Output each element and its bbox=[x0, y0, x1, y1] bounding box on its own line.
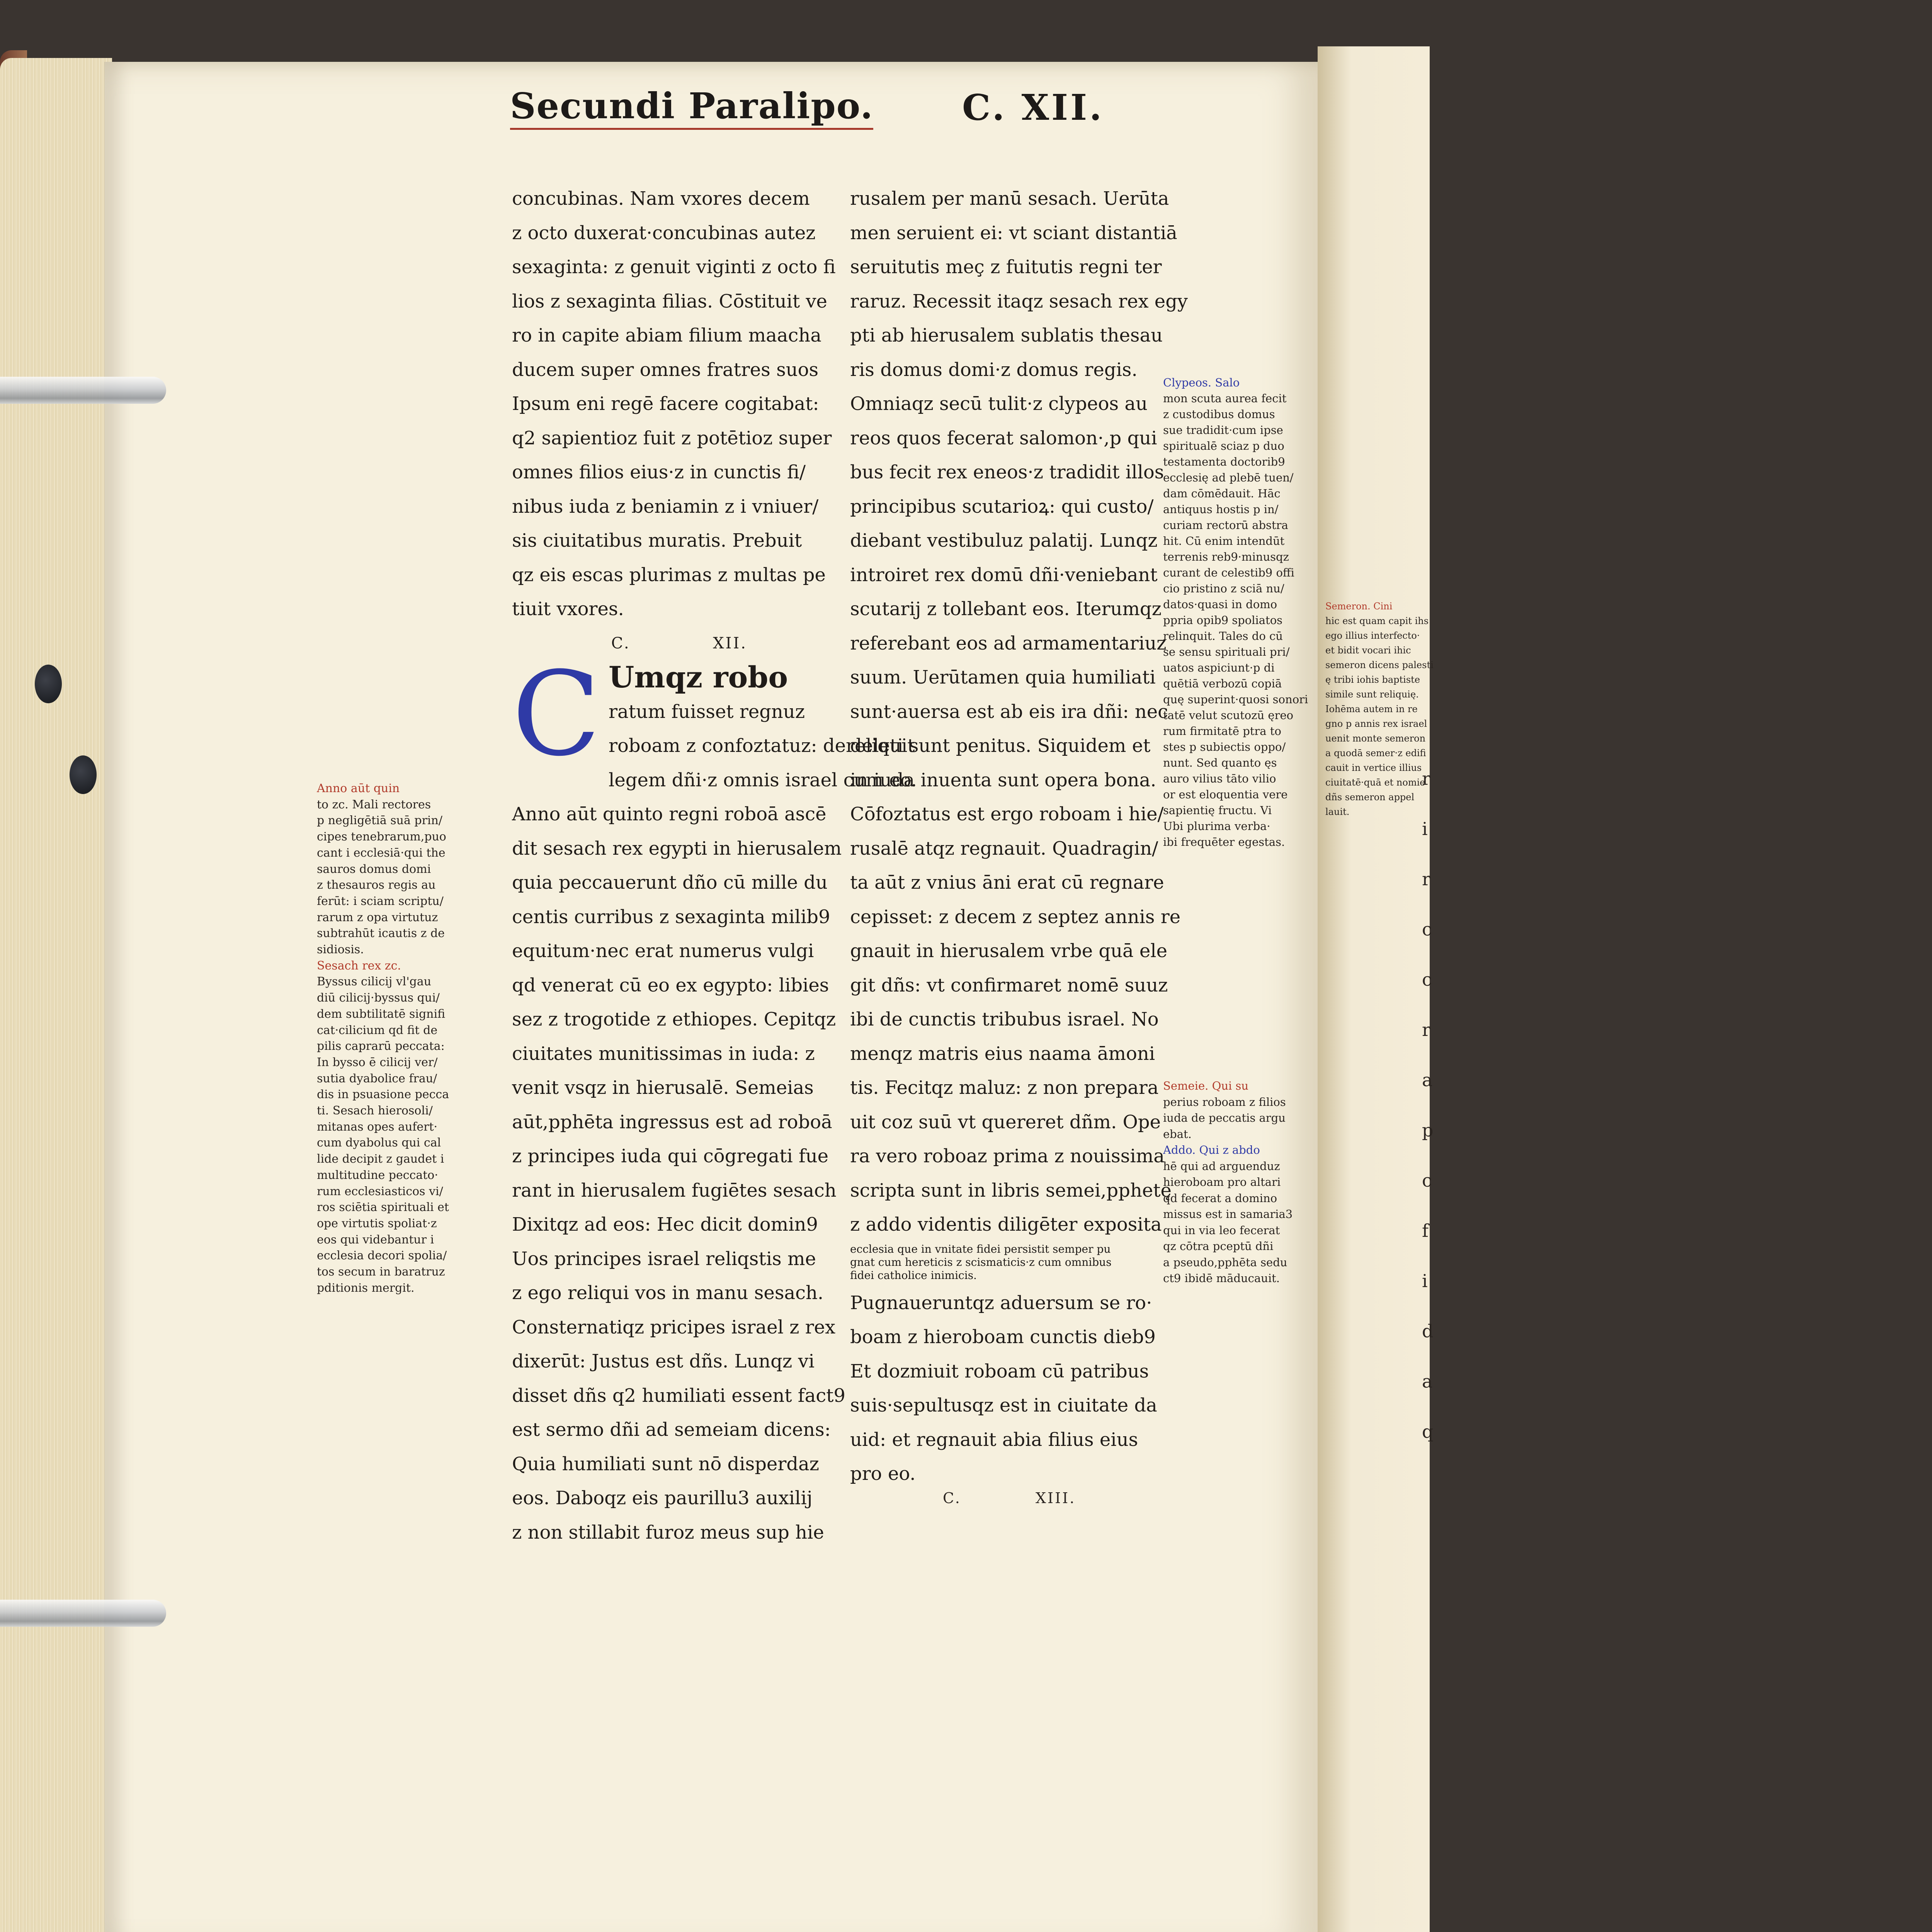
facing-page-gloss bbox=[1325, 599, 1434, 819]
text-line: principibus scutarioꝝ: qui custo/ bbox=[850, 495, 1154, 517]
gloss-lemma: Sesach rex zc. bbox=[317, 959, 401, 973]
gloss-line: semeron dicens palesti bbox=[1325, 660, 1434, 670]
gloss-line: rarum z opa virtutuz bbox=[317, 910, 438, 924]
gloss-line: cauit in vertice illius bbox=[1325, 762, 1422, 773]
gloss-line: perius roboam z filios bbox=[1163, 1095, 1286, 1109]
gloss-line: cipes tenebrarum,puo bbox=[317, 830, 446, 844]
gloss-line: terrenis reb9·minusqz bbox=[1163, 550, 1289, 563]
gloss-line: nunt. Sed quanto ęs bbox=[1163, 756, 1277, 769]
gloss-line: diū cilicij·byssus qui/ bbox=[317, 991, 440, 1005]
cut-letter: q bbox=[1422, 1421, 1434, 1442]
gloss-line: hē qui ad arguenduz bbox=[1163, 1159, 1280, 1173]
gloss-lemma: Semeie. Qui su bbox=[1163, 1079, 1249, 1092]
gloss-line: quētiā verbozū copiā bbox=[1163, 677, 1282, 690]
gloss-line: ope virtutis spoliat·z bbox=[317, 1216, 437, 1230]
chapter-number: C. XII. bbox=[962, 87, 1104, 128]
text-line: Anno aūt quinto regni roboā ascē bbox=[512, 803, 827, 825]
cut-letter: d bbox=[1422, 1321, 1434, 1342]
text-line: ibi de cunctis tribubus israel. No bbox=[850, 1009, 1159, 1030]
binding-pin-top bbox=[35, 665, 62, 703]
cut-letter: c bbox=[1422, 1170, 1432, 1191]
text-line: seruitutis meç z fuitutis regni ter bbox=[850, 256, 1162, 278]
text-line: suis·sepultusqz est in ciuitate da bbox=[850, 1395, 1157, 1416]
gloss-line: qz cōtra pceptū dñi bbox=[1163, 1240, 1274, 1253]
text-line: eos. Daboqz eis paurillu3 auxilij bbox=[512, 1487, 813, 1509]
text-line: bus fecit rex eneos·z tradidit illos bbox=[850, 461, 1164, 483]
text-line: rusalē atqz regnauit. Quadragin/ bbox=[850, 837, 1158, 859]
text-line: sis ciuitatibus muratis. Prebuit bbox=[512, 530, 802, 551]
gloss-line: Byssus cilicij vl'gau bbox=[317, 975, 432, 989]
page-block-edge bbox=[0, 58, 112, 1932]
gloss-line: datos·quasi in domo bbox=[1163, 598, 1277, 611]
gloss-line: p negligētiā suā prin/ bbox=[317, 814, 442, 828]
cut-letter: p bbox=[1422, 1120, 1434, 1141]
cut-letter: c bbox=[1422, 919, 1432, 940]
text-line: Et dozmiuit roboam cū patribus bbox=[850, 1360, 1149, 1382]
text-line: uit coz suū vt quereret dñm. Ope bbox=[850, 1111, 1161, 1133]
decorated-initial: C bbox=[512, 647, 601, 782]
gloss-line: a quodā semer·z edifi bbox=[1325, 748, 1426, 759]
gloss-line: se sensu spirituali pri/ bbox=[1163, 645, 1290, 658]
incipit-line: Umqz robo bbox=[609, 660, 788, 694]
text-line: nibus iuda z beniamin z i vniuer/ bbox=[512, 495, 819, 517]
gloss-line: sapientię fructu. Vi bbox=[1163, 804, 1272, 817]
gloss-line: ego illius interfecto· bbox=[1325, 630, 1420, 641]
text-line: tis. Fecitqz maluz: z non prepara bbox=[850, 1077, 1159, 1099]
text-line: in iuda inuenta sunt opera bona. bbox=[850, 769, 1156, 791]
text-line: est sermo dñi ad semeiam dicens: bbox=[512, 1419, 831, 1440]
gloss-line: curiam rectorū abstra bbox=[1163, 519, 1288, 532]
text-line: qz eis escas plurimas z multas pe bbox=[512, 564, 826, 586]
cut-letter: i bbox=[1422, 1270, 1428, 1291]
gloss-line: ct9 ibidē māducauit. bbox=[1163, 1272, 1280, 1285]
gloss-line: cat·cilicium qd fit de bbox=[317, 1023, 438, 1037]
text-line: introiret rex domū dñi·veniebant bbox=[850, 564, 1158, 586]
text-line: venit vsqz in hierusalē. Semeias bbox=[512, 1077, 814, 1099]
text-line: z ego reliqui vos in manu sesach. bbox=[512, 1282, 824, 1304]
text-line: z principes iuda qui cōgregati fue bbox=[512, 1145, 829, 1167]
text-line: ducem super omnes fratres suos bbox=[512, 359, 819, 381]
margin-gloss-right-lower bbox=[1163, 1078, 1302, 1287]
gloss-line: multitudine peccato· bbox=[317, 1168, 438, 1182]
gloss-line: cio pristino z sciā nu/ bbox=[1163, 582, 1284, 595]
text-line: concubinas. Nam vxores decem bbox=[512, 188, 810, 209]
text-line: z non stillabit furoz meus sup hie bbox=[512, 1521, 824, 1543]
gloss-line: uatos aspiciunt·p di bbox=[1163, 661, 1275, 674]
gloss-line: dñs semeron appel bbox=[1325, 792, 1415, 803]
gloss-line: sutia dyabolice frau/ bbox=[317, 1071, 437, 1085]
gloss-line: dis in psuasione pecca bbox=[317, 1088, 449, 1102]
gloss-line: hieroboam pro altari bbox=[1163, 1175, 1281, 1189]
text-line: disset dñs q2 humiliati essent fact9 bbox=[512, 1384, 845, 1406]
gloss-line: cum dyabolus qui cal bbox=[317, 1136, 441, 1150]
gloss-line: spiritualē sciaz p duo bbox=[1163, 439, 1284, 452]
text-line: pro eo. bbox=[850, 1463, 916, 1485]
facing-page-edge bbox=[1318, 46, 1434, 1932]
gloss-line: pilis caprarū peccata: bbox=[317, 1039, 445, 1053]
text-line: lios z sexaginta filias. Cōstituit ve bbox=[512, 290, 827, 312]
text-line: legem dñi·z omnis israel cum eo. bbox=[609, 769, 917, 791]
gloss-lemma: Semeron. Cini bbox=[1325, 601, 1393, 612]
gloss-lemma: Anno aūt quin bbox=[317, 782, 400, 795]
text-line: uid: et regnauit abia filius eius bbox=[850, 1429, 1138, 1451]
text-line: Quia humiliati sunt nō disperdaz bbox=[512, 1453, 819, 1475]
text-line: Dixitqz ad eos: Hec dicit domin9 bbox=[512, 1214, 818, 1235]
text-line: aūt,pphēta ingressus est ad roboā bbox=[512, 1111, 832, 1133]
gloss-line: sauros domus domi bbox=[317, 862, 431, 876]
gloss-line: to zc. Mali rectores bbox=[317, 798, 431, 811]
gloss-line: Iohēma autem in re bbox=[1325, 704, 1418, 714]
text-line: dixerūt: Justus est dñs. Lunqz vi bbox=[512, 1350, 815, 1372]
gloss-line: lauit. bbox=[1325, 806, 1350, 817]
gloss-line: sidiosis. bbox=[317, 943, 364, 957]
text-line: q2 sapientioz fuit z potētioz super bbox=[512, 427, 832, 449]
gloss-line: ebat. bbox=[1163, 1127, 1192, 1141]
gloss-line: mon scuta aurea fecit bbox=[1163, 392, 1287, 405]
text-line: scutarij z tollebant eos. Iterumqz bbox=[850, 598, 1162, 620]
text-line: sez z trogotide z ethiopes. Cepitqz bbox=[512, 1009, 836, 1030]
text-line: ris domus domi·z domus regis. bbox=[850, 359, 1138, 381]
text-line: z octo duxerat·concubinas autez bbox=[512, 222, 816, 244]
cut-letter: r bbox=[1422, 768, 1430, 789]
text-line: gnauit in hierusalem vrbe quā ele bbox=[850, 940, 1168, 962]
text-line: Cōfoztatus est ergo roboam i hie/ bbox=[850, 803, 1164, 825]
cut-letter: r bbox=[1422, 869, 1430, 889]
text-line: Uos principes israel reliqstis me bbox=[512, 1248, 816, 1270]
running-title: Secundi Paralipo. bbox=[510, 85, 874, 127]
text-line: Ipsum eni regē facere cogitabat: bbox=[512, 393, 819, 415]
gloss-line: stes p subiectis oppo/ bbox=[1163, 740, 1286, 753]
note-line: ecclesia que in vnitate fidei persistit semper pu bbox=[850, 1242, 1111, 1255]
book-clip-bottom bbox=[0, 1600, 166, 1627]
text-line: qd venerat cū eo ex egypto: libies bbox=[512, 974, 829, 996]
gloss-line: a pseudo,pphēta sedu bbox=[1163, 1255, 1287, 1269]
gloss-line: ferūt: i sciam scriptu/ bbox=[317, 894, 444, 908]
gloss-line: hit. Cū enim intendūt bbox=[1163, 534, 1285, 548]
chapter-break-num: XII. bbox=[713, 634, 747, 652]
cut-letter: a bbox=[1422, 1371, 1433, 1392]
gloss-line: In bysso ē cilicij ver/ bbox=[317, 1055, 438, 1069]
text-line: omnes filios eius·z in cunctis fi/ bbox=[512, 461, 806, 483]
note-line: gnat cum hereticis z scismaticis·z cum omnibus bbox=[850, 1255, 1112, 1269]
text-line: deleti sunt penitus. Siquidem et bbox=[850, 735, 1151, 757]
gloss-line: antiquus hostis p in/ bbox=[1163, 503, 1279, 516]
text-line: men seruient ei: vt sciant distantiā bbox=[850, 222, 1177, 244]
text-line: ciuitates munitissimas in iuda: z bbox=[512, 1043, 815, 1065]
gloss-line: cant i ecclesiā·qui the bbox=[317, 846, 446, 860]
chapter-break-c: C. bbox=[611, 634, 631, 652]
text-line: ta aūt z vnius āni erat cū regnare bbox=[850, 872, 1164, 893]
next-chapter-number: XIII. bbox=[1036, 1490, 1076, 1507]
gloss-line: ibi frequēter egestas. bbox=[1163, 835, 1285, 849]
text-line: sexaginta: z genuit viginti z octo fi bbox=[512, 256, 836, 278]
gloss-line: rum ecclesiasticos vi/ bbox=[317, 1184, 443, 1198]
gloss-line: lide decipit z gaudet i bbox=[317, 1152, 444, 1166]
gloss-line: rum firmitatē ptra to bbox=[1163, 724, 1281, 738]
text-line: diebant vestibuluz palatij. Lunqz bbox=[850, 530, 1158, 551]
note-line: fidei catholice inimicis. bbox=[850, 1269, 977, 1282]
gloss-line: hic est quam capit ihs bbox=[1325, 616, 1429, 626]
gloss-line: gno p annis rex israel bbox=[1325, 718, 1427, 729]
text-line: sunt·auersa est ab eis ira dñi: nec bbox=[850, 701, 1168, 723]
facing-page-cut-letters bbox=[1422, 753, 1434, 1457]
gloss-line: subtrahūt icautis z de bbox=[317, 927, 445, 940]
gloss-line: ppria opib9 spoliatos bbox=[1163, 614, 1283, 627]
gloss-line: testamenta doctorib9 bbox=[1163, 455, 1285, 468]
text-line: tiuit vxores. bbox=[512, 598, 624, 620]
gloss-line: z custodibus domus bbox=[1163, 408, 1275, 421]
text-line: raruz. Recessit itaqz sesach rex egy bbox=[850, 290, 1188, 312]
gloss-lemma: Clypeos. Salo bbox=[1163, 376, 1240, 389]
text-line: z addo videntis diligēter exposita bbox=[850, 1214, 1162, 1235]
gloss-line: tos secum in baratruz bbox=[317, 1265, 445, 1279]
next-chapter-c: C. bbox=[943, 1490, 961, 1507]
text-line: ro in capite abiam filium maacha bbox=[512, 325, 821, 346]
gloss-line: et bidit vocari ihic bbox=[1325, 645, 1411, 656]
gloss-line: qd fecerat a domino bbox=[1163, 1191, 1277, 1205]
text-line: equitum·nec erat numerus vulgi bbox=[512, 940, 814, 962]
gloss-line: ę tribi iohis baptiste bbox=[1325, 674, 1420, 685]
text-line: ratum fuisset regnuz bbox=[609, 701, 805, 723]
gloss-lemma: Addo. Qui z abdo bbox=[1163, 1143, 1260, 1156]
cut-letter: f bbox=[1422, 1220, 1429, 1241]
text-line: cepisset: z decem z septez annis re bbox=[850, 906, 1181, 928]
text-line: Omniaqz secū tulit·z clypeos au bbox=[850, 393, 1148, 415]
text-line: Consternatiqz pricipes israel z rex bbox=[512, 1316, 836, 1338]
gloss-line: uenit monte semeron bbox=[1325, 733, 1426, 744]
text-line: boam z hieroboam cunctis dieb9 bbox=[850, 1326, 1156, 1348]
gloss-line: missus est in samaria3 bbox=[1163, 1208, 1293, 1221]
gloss-line: ciuitatē·quā et nomie bbox=[1325, 777, 1425, 788]
margin-gloss-left bbox=[317, 781, 479, 1296]
interlinear-note bbox=[850, 1242, 1163, 1286]
gloss-line: or est eloquentia vere bbox=[1163, 788, 1288, 801]
gloss-line: ecclesia decori spolia/ bbox=[317, 1249, 447, 1263]
gloss-line: ros sciētia spirituali et bbox=[317, 1201, 449, 1214]
text-line: rusalem per manū sesach. Uerūta bbox=[850, 188, 1169, 209]
text-line: ra vero roboaz prima z nouissima bbox=[850, 1145, 1165, 1167]
cut-letter: a bbox=[1422, 1070, 1433, 1090]
text-line: quia peccauerunt dño cū mille du bbox=[512, 872, 828, 893]
text-line: centis curribus z sexaginta milib9 bbox=[512, 906, 830, 928]
gloss-line: relinquit. Tales do cū bbox=[1163, 629, 1283, 643]
text-line: suum. Uerūtamen quia humiliati bbox=[850, 667, 1156, 688]
gloss-line: iuda de peccatis argu bbox=[1163, 1111, 1286, 1124]
text-line: rant in hierusalem fugiētes sesach bbox=[512, 1179, 837, 1201]
cut-letter: r bbox=[1422, 1019, 1430, 1040]
gloss-line: z thesauros regis au bbox=[317, 878, 436, 892]
margin-gloss-right-upper bbox=[1163, 375, 1308, 850]
gloss-line: dem subtilitatē signifi bbox=[317, 1007, 446, 1021]
gloss-line: mitanas opes aufert· bbox=[317, 1120, 438, 1134]
gloss-line: tatē velut scutozū ęreo bbox=[1163, 709, 1294, 722]
gloss-line: Ubi plurima verba· bbox=[1163, 820, 1270, 833]
gloss-line: auro vilius tāto vilio bbox=[1163, 772, 1276, 785]
text-line: menqz matris eius naama āmoni bbox=[850, 1043, 1155, 1065]
gloss-line: pditionis mergit. bbox=[317, 1281, 415, 1295]
gloss-line: eos qui videbantur i bbox=[317, 1233, 434, 1247]
cut-letter: i bbox=[1422, 818, 1428, 839]
gloss-line: quę superint·quosi sonori bbox=[1163, 693, 1308, 706]
text-line: scripta sunt in libris semei,pphetę bbox=[850, 1179, 1172, 1201]
chapter-break bbox=[512, 626, 821, 661]
gloss-line: ecclesię ad plebē tuen/ bbox=[1163, 471, 1294, 484]
text-line: reos quos fecerat salomon·,p qui bbox=[850, 427, 1157, 449]
gloss-line: curant de celestib9 offi bbox=[1163, 566, 1294, 579]
gloss-line: ti. Sesach hierosoli/ bbox=[317, 1104, 433, 1118]
text-line: dit sesach rex egypti in hierusalem bbox=[512, 837, 842, 859]
binding-pin-bottom bbox=[70, 755, 97, 794]
text-line: pti ab hierusalem sublatis thesau bbox=[850, 325, 1163, 346]
gloss-line: dam cōmēdauit. Hāc bbox=[1163, 487, 1281, 500]
text-line: roboam z confoztatuz: dereliquit bbox=[609, 735, 915, 757]
gloss-line: sue tradidit·cum ipse bbox=[1163, 423, 1283, 437]
running-header bbox=[510, 81, 1113, 135]
cut-letter: c bbox=[1422, 969, 1432, 990]
gloss-line: qui in via leo fecerat bbox=[1163, 1223, 1280, 1237]
text-line: referebant eos ad armamentariuz bbox=[850, 632, 1167, 654]
text-line: Pugnaueruntqz aduersum se ro· bbox=[850, 1292, 1152, 1314]
text-line: git dñs: vt confirmaret nomē suuz bbox=[850, 974, 1168, 996]
gloss-line: simile sunt reliquię. bbox=[1325, 689, 1419, 700]
book-clip-top bbox=[0, 377, 166, 404]
